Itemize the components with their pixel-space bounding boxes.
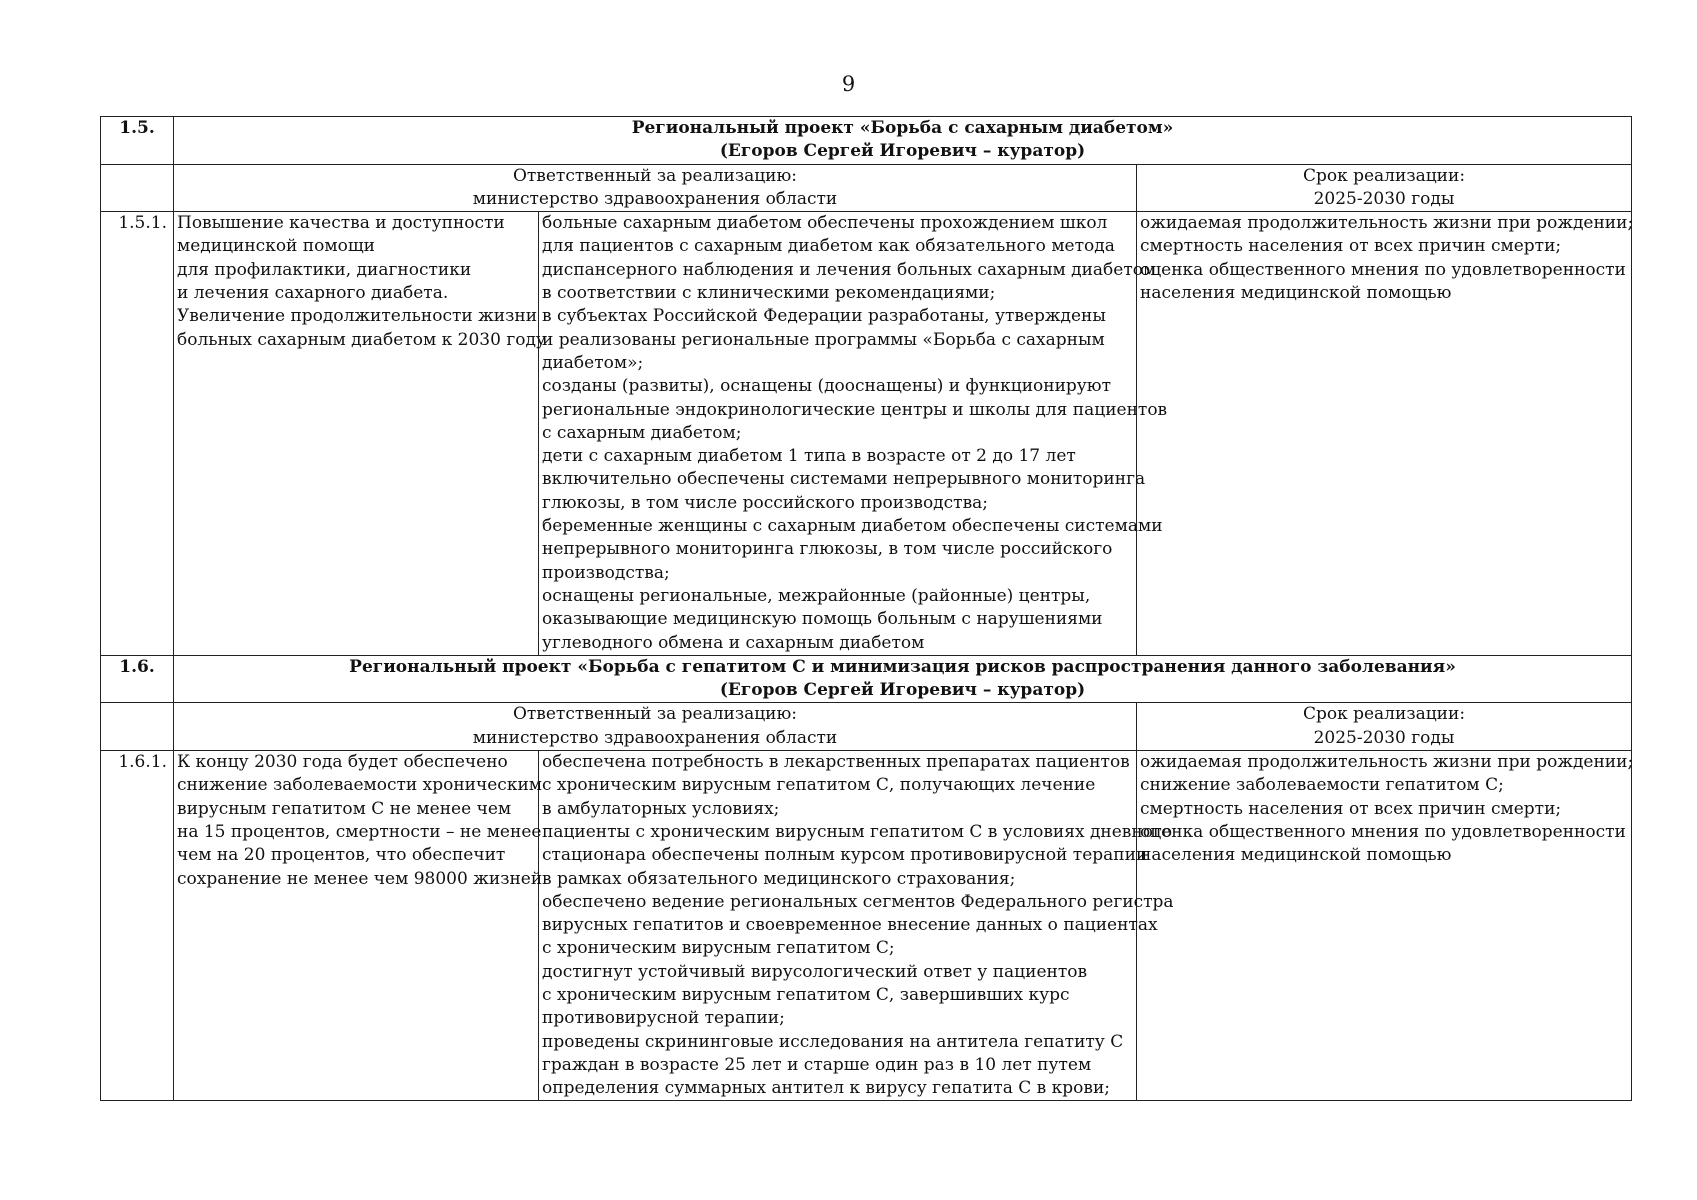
task-indicators — [1137, 751, 1632, 1101]
task-results-line: противовирусной терапии; — [542, 1008, 785, 1029]
task-results-line: в амбулаторных условиях; — [542, 798, 780, 819]
responsible-cell-line: министерство здравоохранения области — [472, 727, 838, 748]
task-goal-line: вирусным гепатитом С не менее чем — [177, 798, 512, 819]
task-indicators-line: населения медицинской помощью — [1140, 283, 1452, 304]
task-goal-line: сохранение не менее чем 98000 жизней — [177, 868, 543, 889]
empty-number-cell — [101, 164, 174, 212]
task-results-line: определения суммарных антител к вирусу гепатита С в крови; — [542, 1078, 1111, 1099]
task-row — [101, 212, 1632, 656]
task-indicators-line: оценка общественного мнения по удовлетворенности — [1140, 821, 1626, 842]
task-results-line: и реализованы региональные программы «Борьба с сахарным — [542, 329, 1105, 350]
task-goal — [174, 751, 543, 1101]
task-results-line: пациенты с хроническим вирусным гепатитом С в условиях дневного — [542, 821, 1173, 842]
task-results-line: углеводного обмена и сахарным диабетом — [542, 632, 925, 653]
task-goal-line: снижение заболеваемости хроническим — [177, 775, 542, 796]
task-indicators-line: населения медицинской помощью — [1140, 845, 1452, 866]
projects-table — [100, 116, 1632, 1101]
empty-number-cell — [101, 703, 174, 751]
task-goal-line: медицинской помощи — [177, 236, 375, 257]
task-results-line: в субъектах Российской Федерации разработаны, утверждены — [542, 306, 1106, 327]
term-cell — [1137, 164, 1632, 212]
page-number: 9 — [841, 72, 856, 96]
task-results — [539, 751, 1174, 1101]
project-title — [174, 655, 1632, 703]
task-indicators — [1137, 212, 1632, 656]
task-goal-line: и лечения сахарного диабета. — [177, 283, 449, 304]
project-title-line: Региональный проект «Борьба с сахарным диабетом» — [631, 118, 1174, 138]
task-results-line: производства; — [542, 562, 670, 583]
task-results-line: с хроническим вирусным гепатитом С, завершивших курс — [542, 984, 1070, 1005]
projects-table-body — [101, 117, 1632, 1101]
task-results-line: проведены скрининговые исследования на антитела гепатиту С — [542, 1031, 1124, 1052]
task-results-line: в рамках обязательного медицинского страхования; — [542, 868, 1016, 889]
task-indicators-line: ожидаемая продолжительность жизни при рождении; — [1140, 752, 1634, 773]
task-results-line: оказывающие медицинскую помощь больным с нарушениями — [542, 609, 1103, 630]
task-goal-line: Повышение качества и доступности — [177, 213, 505, 234]
task-results-line: включительно обеспечены системами непрерывного мониторинга — [542, 469, 1146, 490]
task-number: 1.6.1. — [101, 751, 174, 1101]
task-number: 1.5.1. — [101, 212, 174, 656]
task-results-line: региональные эндокринологические центры и школы для пациентов — [542, 399, 1168, 420]
task-goal-line: на 15 процентов, смертности – не менее — [177, 821, 542, 842]
task-indicators-line: снижение заболеваемости гепатитом С; — [1140, 775, 1504, 796]
task-results-line: с хроническим вирусным гепатитом С; — [542, 938, 895, 959]
responsibility-row — [101, 164, 1632, 212]
task-results-line: больные сахарным диабетом обеспечены прохождением школ — [542, 213, 1108, 234]
project-header-row — [101, 117, 1632, 165]
task-goal-line: больных сахарным диабетом к 2030 году — [177, 329, 546, 350]
task-row — [101, 751, 1632, 1101]
responsible-cell — [174, 164, 1137, 212]
project-header-row — [101, 655, 1632, 703]
project-title-line: Региональный проект «Борьба с гепатитом С и минимизация рисков распространения данного заболевания» — [349, 656, 1456, 677]
task-indicators-line: смертность населения от всех причин смерти; — [1140, 798, 1562, 819]
task-results — [539, 212, 1168, 656]
task-results-line: достигнут устойчивый вирусологический ответ у пациентов — [542, 961, 1088, 982]
task-results-line: в соответствии с клиническими рекомендациями; — [542, 283, 996, 304]
task-results-line: для пациентов с сахарным диабетом как обязательного метода — [542, 236, 1115, 257]
project-title — [174, 117, 1632, 165]
task-goal-line: чем на 20 процентов, что обеспечит — [177, 845, 506, 866]
term-cell-line: 2025-2030 годы — [1313, 727, 1455, 748]
task-goal — [174, 212, 546, 656]
task-results-line: стационара обеспечены полным курсом противовирусной терапии — [542, 845, 1148, 866]
responsible-cell-line: министерство здравоохранения области — [472, 188, 838, 209]
task-results-line: непрерывного мониторинга глюкозы, в том числе российского — [542, 539, 1113, 560]
task-results-line: глюкозы, в том числе российского производства; — [542, 492, 989, 513]
task-results-line: оснащены региональные, межрайонные (районные) центры, — [542, 585, 1091, 606]
task-results-line: диабетом»; — [542, 352, 644, 373]
project-title-line: (Егоров Сергей Игоревич – куратор) — [719, 680, 1086, 701]
task-indicators-line: оценка общественного мнения по удовлетворенности — [1140, 259, 1626, 280]
project-number: 1.5. — [101, 117, 174, 165]
task-results-line: с хроническим вирусным гепатитом С, получающих лечение — [542, 775, 1096, 796]
task-results-line: дети с сахарным диабетом 1 типа в возрасте от 2 до 17 лет — [542, 446, 1076, 467]
task-results-line: с сахарным диабетом; — [542, 422, 742, 443]
task-results-line: беременные женщины с сахарным диабетом обеспечены системами — [542, 516, 1163, 537]
task-results-line: вирусных гепатитов и своевременное внесение данных о пациентах — [542, 915, 1158, 936]
responsible-cell-line: Ответственный за реализацию: — [512, 165, 798, 186]
task-results-line: созданы (развиты), оснащены (дооснащены) и функционируют — [542, 376, 1112, 397]
term-cell-line: Срок реализации: — [1302, 165, 1466, 186]
task-results-line: граждан в возрасте 25 лет и старше один раз в 10 лет путем — [542, 1054, 1092, 1075]
project-title-line: (Егоров Сергей Игоревич – куратор) — [719, 141, 1086, 162]
task-goal-line: для профилактики, диагностики — [177, 259, 472, 280]
term-cell-line: Срок реализации: — [1302, 704, 1466, 725]
task-goal-line: Увеличение продолжительности жизни — [177, 306, 538, 327]
task-indicators-line: смертность населения от всех причин смерти; — [1140, 236, 1562, 257]
task-indicators-line: ожидаемая продолжительность жизни при рождении; — [1140, 213, 1634, 234]
project-number: 1.6. — [101, 655, 174, 703]
term-cell — [1137, 703, 1632, 751]
task-goal-line: К концу 2030 года будет обеспечено — [177, 752, 508, 773]
responsible-cell-line: Ответственный за реализацию: — [512, 704, 798, 725]
responsible-cell — [174, 703, 1137, 751]
task-results-line: обеспечено ведение региональных сегментов Федерального регистра — [542, 891, 1174, 912]
term-cell-line: 2025-2030 годы — [1313, 188, 1455, 209]
task-results-line: диспансерного наблюдения и лечения больных сахарным диабетом — [542, 259, 1157, 280]
task-results-line: обеспечена потребность в лекарственных препаратах пациентов — [542, 752, 1130, 773]
responsibility-row — [101, 703, 1632, 751]
